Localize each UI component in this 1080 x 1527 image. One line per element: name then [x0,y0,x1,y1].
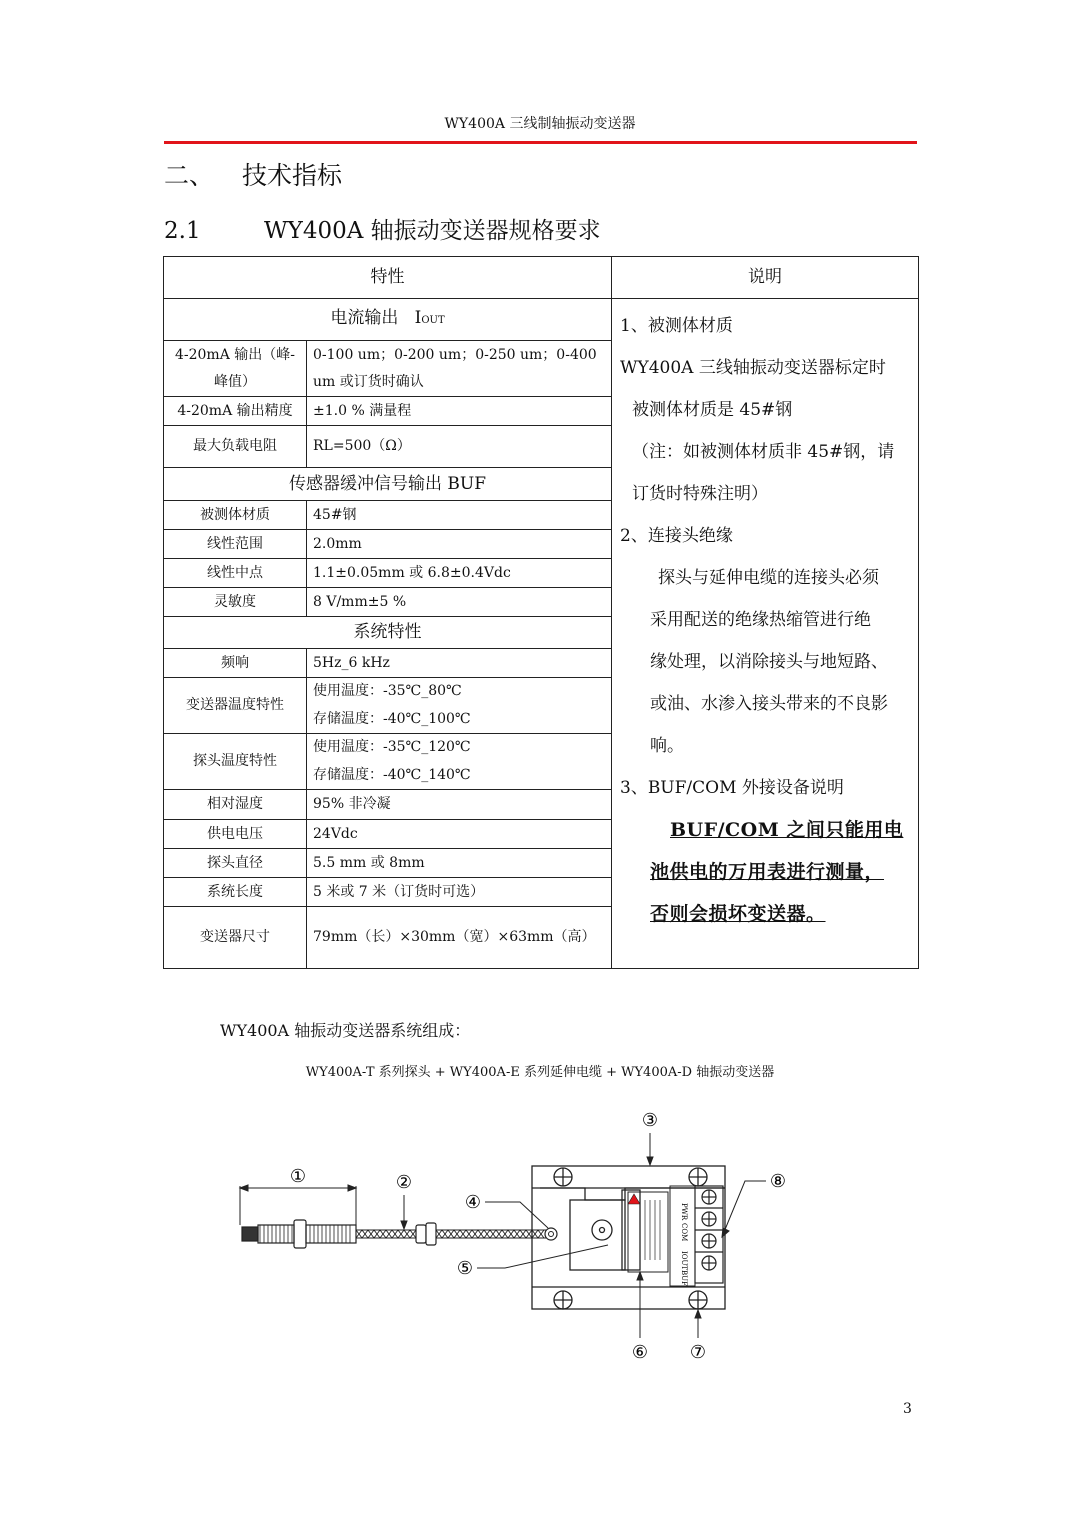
terminal-block [695,1186,723,1283]
spec-table [163,256,919,969]
subsection-number: 2.1 [164,218,201,244]
section-title: 技术指标 [242,161,343,190]
header-rule [164,141,917,144]
row-value: 存储温度：-40℃_140℃ [307,762,612,790]
row-value: 使用温度：-35℃_120℃ [307,734,612,762]
page-number: 3 [903,1401,912,1417]
row-value: 1.1±0.05mm 或 6.8±0.4Vdc [307,559,612,588]
warning-line: 池供电的万用表进行测量， [650,861,885,883]
terminal-iout-label: IOUT [680,1251,688,1271]
row-label: 线性中点 [164,559,307,588]
label-3: ③ [641,1110,659,1131]
note-2-title: 2、连接头绝缘 [620,526,733,546]
row-value: RL=500（Ω） [307,426,612,468]
note-2-line: 采用配送的绝缘热缩管进行绝 [650,610,871,630]
group-system-characteristics: 系统特性 [164,617,612,649]
label-7-arrow [695,1310,701,1338]
probe-thread [260,1225,292,1243]
label-1: ① [289,1166,307,1187]
row-value: 2.0mm [307,530,612,559]
warning-line: BUF/COM 之间只能用电 [670,819,904,841]
composition-caption: WY400A 轴振动变送器系统组成： [220,1021,471,1040]
label-8-arrow [722,1181,766,1237]
subsection-heading [164,212,601,245]
header-description: 说明 [612,257,919,299]
row-value: ±1.0 % 满量程 [307,397,612,426]
note-1-line: WY400A 三线轴振动变送器标定时 [620,358,886,378]
note-1-line: 被测体材质是 45#钢 [632,400,793,420]
cable-braid [436,1228,557,1240]
note-1-line: （注：如被测体材质非 45#钢，请 [632,442,895,462]
row-label: 线性范围 [164,530,307,559]
row-label: 变送器尺寸 [164,907,307,969]
warning-triangle-icon [628,1194,640,1204]
note-2-line: 探头与延伸电缆的连接头必须 [658,568,879,588]
row-label: 变送器温度特性 [164,678,307,734]
terminal-com-label: COM [680,1223,688,1242]
label-6: ⑥ [631,1342,649,1363]
row-value: 使用温度：-35℃_80℃ [307,678,612,706]
warning-line: 否则会损坏变送器。 [650,903,826,925]
label-2: ② [395,1172,413,1193]
row-value: 存储温度：-40℃_100℃ [307,706,612,734]
row-value: 8 V/mm±5 % [307,588,612,617]
row-value: 5 米或 7 米（订货时可选） [307,878,612,907]
transmitter-label-lines [645,1200,660,1260]
note-3-title: 3、BUF/COM 外接设备说明 [620,778,844,798]
row-label: 供电电压 [164,820,307,849]
label-4: ④ [464,1192,482,1213]
transmitter-housing [532,1166,725,1309]
label-6-arrow [637,1272,643,1338]
section-number: 二、 [164,161,215,190]
label-5: ⑤ [456,1258,474,1279]
row-label: 相对湿度 [164,790,307,820]
row-label: 系统长度 [164,878,307,907]
group-buffer-output: 传感器缓冲信号输出 BUF [164,468,612,501]
terminal-pwr-label: PWR [680,1203,688,1221]
iout-symbol: I [414,308,422,328]
dimension-line [240,1185,356,1225]
cable-braid [356,1230,416,1238]
notes-cell [612,299,919,969]
row-label: 被测体材质 [164,501,307,530]
note-2-line: 或油、水渗入接头带来的不良影 [650,694,888,714]
subsection-title: WY400A 轴振动变送器规格要求 [264,218,601,244]
system-diagram [230,1100,810,1370]
header-characteristic: 特性 [164,257,612,299]
note-1-line: 订货时特殊注明） [632,484,768,504]
row-label: 探头温度特性 [164,734,307,790]
row-value: 45#钢 [307,501,612,530]
row-label: 探头直径 [164,849,307,878]
row-label: 4-20mA 输出精度 [164,397,307,426]
probe-drawing [242,1220,356,1248]
terminal-buf-label: BUF [680,1270,688,1286]
label-8: ⑧ [769,1171,787,1192]
label-7: ⑦ [689,1342,707,1363]
row-value: 5Hz_6 kHz [307,649,612,678]
row-label: 频响 [164,649,307,678]
row-value: 24Vdc [307,820,612,849]
row-label: 最大负载电阻 [164,426,307,468]
label-3-arrow [647,1133,653,1165]
group-current-output: 电流输出 IOUT [164,299,612,341]
label-2-arrow [401,1195,407,1229]
row-value: 79mm（长）×30mm（宽）×63mm（高） [307,907,612,969]
row-label: 灵敏度 [164,588,307,617]
section-heading [164,156,342,192]
page-header: WY400A 三线制轴振动变送器 [444,116,636,132]
row-value: 95% 非冷凝 [307,790,612,820]
note-2-line: 缘处理，以消除接头与地短路、 [650,652,888,672]
parts-line: WY400A-T 系列探头 + WY400A-E 系列延伸电缆 + WY400A-D 轴振动变送器 [305,1065,775,1080]
note-2-line: 响。 [650,736,684,756]
row-value: 5.5 mm 或 8mm [307,849,612,878]
row-value: 0-100 um；0-200 um；0-250 um；0-400 um 或订货时确认 [307,341,612,397]
note-1-title: 1、被测体材质 [620,316,733,336]
cable-connector [416,1223,436,1245]
row-label: 4-20mA 输出（峰-峰值） [164,341,307,397]
